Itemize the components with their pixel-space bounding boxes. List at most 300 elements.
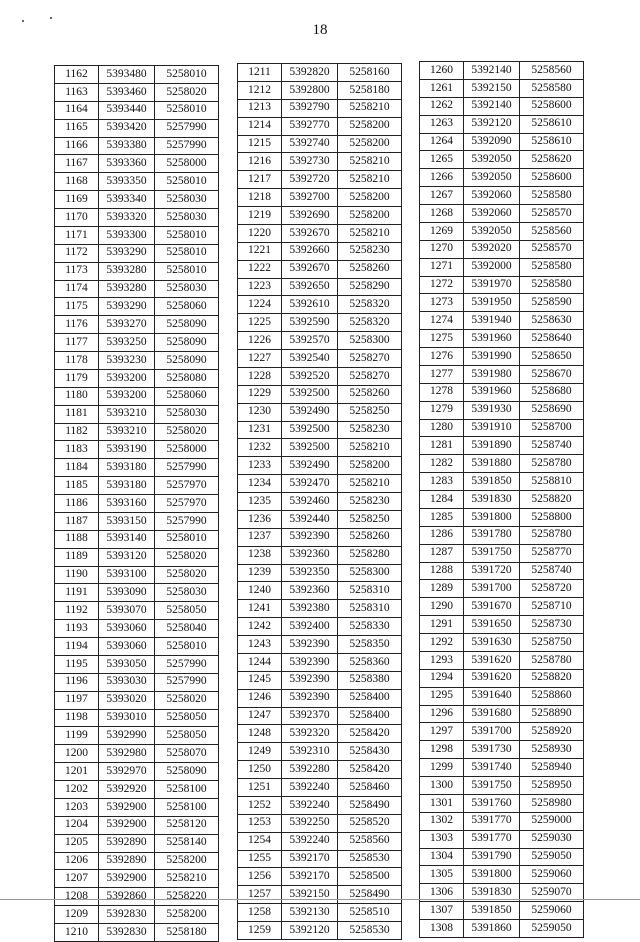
point-number-cell: 1199 xyxy=(55,727,99,745)
point-number-cell: 1190 xyxy=(55,566,99,584)
point-number-cell: 1240 xyxy=(238,582,282,600)
table-row xyxy=(238,707,402,725)
table-row xyxy=(55,727,219,745)
x-coordinate-cell: 5392150 xyxy=(464,79,520,97)
y-coordinate-cell: 5258180 xyxy=(155,924,219,942)
table-row xyxy=(420,383,584,401)
point-number-cell: 1216 xyxy=(238,153,282,171)
x-coordinate-cell: 5392130 xyxy=(282,904,338,922)
y-coordinate-cell: 5259060 xyxy=(520,866,584,884)
x-coordinate-cell: 5393210 xyxy=(99,423,155,441)
table-row xyxy=(420,348,584,366)
y-coordinate-cell: 5258780 xyxy=(520,651,584,669)
y-coordinate-cell: 5258160 xyxy=(338,64,402,82)
point-number-cell: 1275 xyxy=(420,330,464,348)
table-row xyxy=(238,117,402,135)
point-number-cell: 1298 xyxy=(420,741,464,759)
point-number-cell: 1276 xyxy=(420,348,464,366)
point-number-cell: 1219 xyxy=(238,207,282,225)
point-number-cell: 1222 xyxy=(238,260,282,278)
table-row xyxy=(238,242,402,260)
x-coordinate-cell: 5392050 xyxy=(464,222,520,240)
x-coordinate-cell: 5392460 xyxy=(282,493,338,511)
y-coordinate-cell: 5257990 xyxy=(155,655,219,673)
x-coordinate-cell: 5392900 xyxy=(99,798,155,816)
point-number-cell: 1280 xyxy=(420,419,464,437)
y-coordinate-cell: 5258930 xyxy=(520,741,584,759)
x-coordinate-cell: 5393200 xyxy=(99,387,155,405)
table-row xyxy=(420,133,584,151)
point-number-cell: 1205 xyxy=(55,834,99,852)
y-coordinate-cell: 5258200 xyxy=(155,906,219,924)
x-coordinate-cell: 5391700 xyxy=(464,723,520,741)
table-row xyxy=(238,367,402,385)
table-row xyxy=(420,187,584,205)
point-number-cell: 1271 xyxy=(420,258,464,276)
x-coordinate-cell: 5391720 xyxy=(464,562,520,580)
x-coordinate-cell: 5392320 xyxy=(282,725,338,743)
x-coordinate-cell: 5393420 xyxy=(99,119,155,137)
y-coordinate-cell: 5258090 xyxy=(155,763,219,781)
table-row xyxy=(420,544,584,562)
x-coordinate-cell: 5393200 xyxy=(99,369,155,387)
point-number-cell: 1203 xyxy=(55,798,99,816)
table-row xyxy=(420,115,584,133)
y-coordinate-cell: 5258250 xyxy=(338,510,402,528)
point-number-cell: 1197 xyxy=(55,691,99,709)
point-number-cell: 1284 xyxy=(420,491,464,509)
x-coordinate-cell: 5393440 xyxy=(99,101,155,119)
point-number-cell: 1250 xyxy=(238,761,282,779)
x-coordinate-cell: 5392730 xyxy=(282,153,338,171)
point-number-cell: 1287 xyxy=(420,544,464,562)
x-coordinate-cell: 5392050 xyxy=(464,169,520,187)
table-row xyxy=(55,66,219,84)
y-coordinate-cell: 5258580 xyxy=(520,276,584,294)
point-number-cell: 1246 xyxy=(238,689,282,707)
y-coordinate-cell: 5258600 xyxy=(520,169,584,187)
y-coordinate-cell: 5258980 xyxy=(520,794,584,812)
x-coordinate-cell: 5392770 xyxy=(282,117,338,135)
x-coordinate-cell: 5392380 xyxy=(282,600,338,618)
y-coordinate-cell: 5258200 xyxy=(155,852,219,870)
x-coordinate-cell: 5391830 xyxy=(464,491,520,509)
point-number-cell: 1258 xyxy=(238,904,282,922)
y-coordinate-cell: 5258720 xyxy=(520,580,584,598)
scan-speck xyxy=(50,17,52,19)
x-coordinate-cell: 5392020 xyxy=(464,240,520,258)
x-coordinate-cell: 5392240 xyxy=(282,796,338,814)
y-coordinate-cell: 5258030 xyxy=(155,405,219,423)
x-coordinate-cell: 5391930 xyxy=(464,401,520,419)
y-coordinate-cell: 5258620 xyxy=(520,151,584,169)
point-number-cell: 1182 xyxy=(55,423,99,441)
point-number-cell: 1302 xyxy=(420,812,464,830)
y-coordinate-cell: 5258020 xyxy=(155,691,219,709)
x-coordinate-cell: 5391960 xyxy=(464,330,520,348)
point-number-cell: 1238 xyxy=(238,546,282,564)
point-number-cell: 1293 xyxy=(420,651,464,669)
point-number-cell: 1273 xyxy=(420,294,464,312)
table-row xyxy=(238,403,402,421)
y-coordinate-cell: 5258600 xyxy=(520,97,584,115)
table-row xyxy=(238,296,402,314)
x-coordinate-cell: 5392240 xyxy=(282,832,338,850)
x-coordinate-cell: 5392670 xyxy=(282,260,338,278)
y-coordinate-cell: 5258490 xyxy=(338,796,402,814)
table-row xyxy=(238,475,402,493)
y-coordinate-cell: 5258100 xyxy=(155,781,219,799)
point-number-cell: 1196 xyxy=(55,673,99,691)
table-row xyxy=(55,298,219,316)
y-coordinate-cell: 5258050 xyxy=(155,709,219,727)
y-coordinate-cell: 5257990 xyxy=(155,459,219,477)
table-row xyxy=(420,723,584,741)
x-coordinate-cell: 5391850 xyxy=(464,473,520,491)
table-row xyxy=(55,352,219,370)
table-row xyxy=(55,101,219,119)
x-coordinate-cell: 5391990 xyxy=(464,348,520,366)
point-number-cell: 1210 xyxy=(55,924,99,942)
point-number-cell: 1173 xyxy=(55,262,99,280)
point-number-cell: 1254 xyxy=(238,832,282,850)
point-number-cell: 1245 xyxy=(238,671,282,689)
x-coordinate-cell: 5391940 xyxy=(464,312,520,330)
table-row xyxy=(238,814,402,832)
x-coordinate-cell: 5392890 xyxy=(99,852,155,870)
x-coordinate-cell: 5393360 xyxy=(99,155,155,173)
point-number-cell: 1289 xyxy=(420,580,464,598)
table-row xyxy=(238,135,402,153)
y-coordinate-cell: 5258330 xyxy=(338,618,402,636)
x-coordinate-cell: 5393060 xyxy=(99,620,155,638)
x-coordinate-cell: 5393380 xyxy=(99,137,155,155)
point-number-cell: 1185 xyxy=(55,477,99,495)
point-number-cell: 1260 xyxy=(420,62,464,80)
table-row xyxy=(238,850,402,868)
x-coordinate-cell: 5392060 xyxy=(464,187,520,205)
y-coordinate-cell: 5258200 xyxy=(338,117,402,135)
x-coordinate-cell: 5393460 xyxy=(99,83,155,101)
y-coordinate-cell: 5258010 xyxy=(155,173,219,191)
x-coordinate-cell: 5393290 xyxy=(99,298,155,316)
x-coordinate-cell: 5391630 xyxy=(464,634,520,652)
y-coordinate-cell: 5258210 xyxy=(338,99,402,117)
point-number-cell: 1285 xyxy=(420,508,464,526)
table-row xyxy=(238,314,402,332)
table-row xyxy=(420,401,584,419)
x-coordinate-cell: 5392790 xyxy=(282,99,338,117)
table-row xyxy=(55,655,219,673)
point-number-cell: 1266 xyxy=(420,169,464,187)
point-number-cell: 1212 xyxy=(238,81,282,99)
x-coordinate-cell: 5391800 xyxy=(464,508,520,526)
x-coordinate-cell: 5393140 xyxy=(99,530,155,548)
point-number-cell: 1286 xyxy=(420,526,464,544)
point-number-cell: 1288 xyxy=(420,562,464,580)
y-coordinate-cell: 5258090 xyxy=(155,316,219,334)
table-row xyxy=(420,902,584,920)
y-coordinate-cell: 5258000 xyxy=(155,441,219,459)
table-row xyxy=(238,189,402,207)
y-coordinate-cell: 5258950 xyxy=(520,777,584,795)
x-coordinate-cell: 5392050 xyxy=(464,151,520,169)
y-coordinate-cell: 5258230 xyxy=(338,421,402,439)
table-row xyxy=(238,832,402,850)
y-coordinate-cell: 5258580 xyxy=(520,79,584,97)
table-row xyxy=(55,155,219,173)
x-coordinate-cell: 5392800 xyxy=(282,81,338,99)
point-number-cell: 1235 xyxy=(238,493,282,511)
point-number-cell: 1236 xyxy=(238,510,282,528)
y-coordinate-cell: 5259050 xyxy=(520,848,584,866)
y-coordinate-cell: 5258570 xyxy=(520,205,584,223)
x-coordinate-cell: 5391790 xyxy=(464,848,520,866)
x-coordinate-cell: 5392440 xyxy=(282,510,338,528)
point-number-cell: 1223 xyxy=(238,278,282,296)
point-number-cell: 1184 xyxy=(55,459,99,477)
table-row xyxy=(238,332,402,350)
point-number-cell: 1300 xyxy=(420,777,464,795)
x-coordinate-cell: 5392990 xyxy=(99,727,155,745)
y-coordinate-cell: 5258610 xyxy=(520,133,584,151)
x-coordinate-cell: 5391620 xyxy=(464,669,520,687)
x-coordinate-cell: 5392470 xyxy=(282,475,338,493)
y-coordinate-cell: 5258140 xyxy=(155,834,219,852)
table-row xyxy=(238,278,402,296)
table-row xyxy=(238,421,402,439)
x-coordinate-cell: 5391830 xyxy=(464,884,520,902)
table-row xyxy=(238,904,402,922)
y-coordinate-cell: 5258590 xyxy=(520,294,584,312)
y-coordinate-cell: 5258040 xyxy=(155,620,219,638)
point-number-cell: 1177 xyxy=(55,334,99,352)
table-row xyxy=(238,260,402,278)
point-number-cell: 1292 xyxy=(420,634,464,652)
x-coordinate-cell: 5393270 xyxy=(99,316,155,334)
y-coordinate-cell: 5258800 xyxy=(520,508,584,526)
point-number-cell: 1202 xyxy=(55,781,99,799)
point-number-cell: 1200 xyxy=(55,745,99,763)
table-row xyxy=(238,653,402,671)
x-coordinate-cell: 5392120 xyxy=(282,922,338,940)
table-row xyxy=(238,689,402,707)
table-row xyxy=(420,473,584,491)
point-number-cell: 1180 xyxy=(55,387,99,405)
point-number-cell: 1255 xyxy=(238,850,282,868)
y-coordinate-cell: 5259070 xyxy=(520,884,584,902)
y-coordinate-cell: 5258210 xyxy=(338,153,402,171)
point-number-cell: 1189 xyxy=(55,548,99,566)
x-coordinate-cell: 5392860 xyxy=(99,888,155,906)
point-number-cell: 1274 xyxy=(420,312,464,330)
x-coordinate-cell: 5393230 xyxy=(99,352,155,370)
table-row xyxy=(420,920,584,938)
point-number-cell: 1225 xyxy=(238,314,282,332)
table-row xyxy=(238,439,402,457)
table-row xyxy=(238,868,402,886)
point-number-cell: 1253 xyxy=(238,814,282,832)
point-number-cell: 1208 xyxy=(55,888,99,906)
point-number-cell: 1221 xyxy=(238,242,282,260)
x-coordinate-cell: 5392390 xyxy=(282,653,338,671)
x-coordinate-cell: 5392400 xyxy=(282,618,338,636)
point-number-cell: 1269 xyxy=(420,222,464,240)
table-row xyxy=(420,777,584,795)
y-coordinate-cell: 5258060 xyxy=(155,387,219,405)
table-row xyxy=(55,763,219,781)
point-number-cell: 1304 xyxy=(420,848,464,866)
table-row xyxy=(238,546,402,564)
point-number-cell: 1178 xyxy=(55,352,99,370)
point-number-cell: 1297 xyxy=(420,723,464,741)
point-number-cell: 1290 xyxy=(420,598,464,616)
y-coordinate-cell: 5258560 xyxy=(520,62,584,80)
y-coordinate-cell: 5258420 xyxy=(338,761,402,779)
x-coordinate-cell: 5393250 xyxy=(99,334,155,352)
y-coordinate-cell: 5258010 xyxy=(155,66,219,84)
x-coordinate-cell: 5391880 xyxy=(464,455,520,473)
point-number-cell: 1188 xyxy=(55,530,99,548)
point-number-cell: 1247 xyxy=(238,707,282,725)
y-coordinate-cell: 5258020 xyxy=(155,423,219,441)
table-row xyxy=(55,691,219,709)
table-row xyxy=(238,493,402,511)
table-row xyxy=(238,224,402,242)
table-row xyxy=(420,580,584,598)
x-coordinate-cell: 5392830 xyxy=(99,924,155,942)
table-row xyxy=(420,687,584,705)
table-row xyxy=(238,725,402,743)
y-coordinate-cell: 5258640 xyxy=(520,330,584,348)
x-coordinate-cell: 5393090 xyxy=(99,584,155,602)
table-row xyxy=(238,64,402,82)
y-coordinate-cell: 5258490 xyxy=(338,886,402,904)
y-coordinate-cell: 5258420 xyxy=(338,725,402,743)
y-coordinate-cell: 5258680 xyxy=(520,383,584,401)
x-coordinate-cell: 5393320 xyxy=(99,209,155,227)
y-coordinate-cell: 5258300 xyxy=(338,332,402,350)
x-coordinate-cell: 5393300 xyxy=(99,226,155,244)
x-coordinate-cell: 5391750 xyxy=(464,544,520,562)
point-number-cell: 1233 xyxy=(238,457,282,475)
table-row xyxy=(420,455,584,473)
y-coordinate-cell: 5258180 xyxy=(338,81,402,99)
table-row xyxy=(55,405,219,423)
table-row xyxy=(238,385,402,403)
y-coordinate-cell: 5258280 xyxy=(338,546,402,564)
y-coordinate-cell: 5258310 xyxy=(338,582,402,600)
x-coordinate-cell: 5393020 xyxy=(99,691,155,709)
y-coordinate-cell: 5258010 xyxy=(155,244,219,262)
table-row xyxy=(55,798,219,816)
x-coordinate-cell: 5392140 xyxy=(464,97,520,115)
x-coordinate-cell: 5391950 xyxy=(464,294,520,312)
point-number-cell: 1192 xyxy=(55,602,99,620)
x-coordinate-cell: 5393070 xyxy=(99,602,155,620)
y-coordinate-cell: 5258310 xyxy=(338,600,402,618)
point-number-cell: 1268 xyxy=(420,205,464,223)
y-coordinate-cell: 5258290 xyxy=(338,278,402,296)
x-coordinate-cell: 5393150 xyxy=(99,512,155,530)
table-row xyxy=(55,709,219,727)
point-number-cell: 1291 xyxy=(420,616,464,634)
point-number-cell: 1215 xyxy=(238,135,282,153)
x-coordinate-cell: 5393010 xyxy=(99,709,155,727)
x-coordinate-cell: 5392170 xyxy=(282,850,338,868)
x-coordinate-cell: 5392820 xyxy=(282,64,338,82)
table-row xyxy=(420,866,584,884)
x-coordinate-cell: 5391910 xyxy=(464,419,520,437)
point-number-cell: 1267 xyxy=(420,187,464,205)
y-coordinate-cell: 5258260 xyxy=(338,260,402,278)
table-row xyxy=(55,244,219,262)
table-row xyxy=(55,334,219,352)
x-coordinate-cell: 5392690 xyxy=(282,207,338,225)
table-row xyxy=(420,759,584,777)
y-coordinate-cell: 5258210 xyxy=(338,171,402,189)
table-row xyxy=(55,137,219,155)
y-coordinate-cell: 5259030 xyxy=(520,830,584,848)
table-row xyxy=(55,459,219,477)
table-row xyxy=(55,834,219,852)
x-coordinate-cell: 5392150 xyxy=(282,886,338,904)
x-coordinate-cell: 5392250 xyxy=(282,814,338,832)
x-coordinate-cell: 5392500 xyxy=(282,439,338,457)
x-coordinate-cell: 5393350 xyxy=(99,173,155,191)
x-coordinate-cell: 5392140 xyxy=(464,62,520,80)
y-coordinate-cell: 5258060 xyxy=(155,298,219,316)
point-number-cell: 1228 xyxy=(238,367,282,385)
table-row xyxy=(420,508,584,526)
point-number-cell: 1261 xyxy=(420,79,464,97)
x-coordinate-cell: 5392650 xyxy=(282,278,338,296)
x-coordinate-cell: 5392390 xyxy=(282,689,338,707)
point-number-cell: 1307 xyxy=(420,902,464,920)
table-row xyxy=(420,634,584,652)
point-number-cell: 1252 xyxy=(238,796,282,814)
y-coordinate-cell: 5258090 xyxy=(155,352,219,370)
point-number-cell: 1170 xyxy=(55,209,99,227)
point-number-cell: 1207 xyxy=(55,870,99,888)
table-row xyxy=(55,369,219,387)
y-coordinate-cell: 5258210 xyxy=(155,870,219,888)
table-row xyxy=(420,240,584,258)
table-row xyxy=(420,365,584,383)
y-coordinate-cell: 5258350 xyxy=(338,636,402,654)
y-coordinate-cell: 5258570 xyxy=(520,240,584,258)
table-row xyxy=(420,669,584,687)
y-coordinate-cell: 5258010 xyxy=(155,226,219,244)
point-number-cell: 1308 xyxy=(420,920,464,938)
point-number-cell: 1277 xyxy=(420,365,464,383)
y-coordinate-cell: 5258610 xyxy=(520,115,584,133)
point-number-cell: 1296 xyxy=(420,705,464,723)
y-coordinate-cell: 5257970 xyxy=(155,495,219,513)
y-coordinate-cell: 5258000 xyxy=(155,155,219,173)
table-row xyxy=(420,830,584,848)
y-coordinate-cell: 5258710 xyxy=(520,598,584,616)
y-coordinate-cell: 5258320 xyxy=(338,314,402,332)
table-row xyxy=(238,618,402,636)
point-number-cell: 1230 xyxy=(238,403,282,421)
page-bottom-edge xyxy=(0,899,640,900)
x-coordinate-cell: 5393060 xyxy=(99,638,155,656)
table-row xyxy=(238,761,402,779)
y-coordinate-cell: 5259060 xyxy=(520,902,584,920)
y-coordinate-cell: 5258020 xyxy=(155,548,219,566)
table-row xyxy=(55,387,219,405)
